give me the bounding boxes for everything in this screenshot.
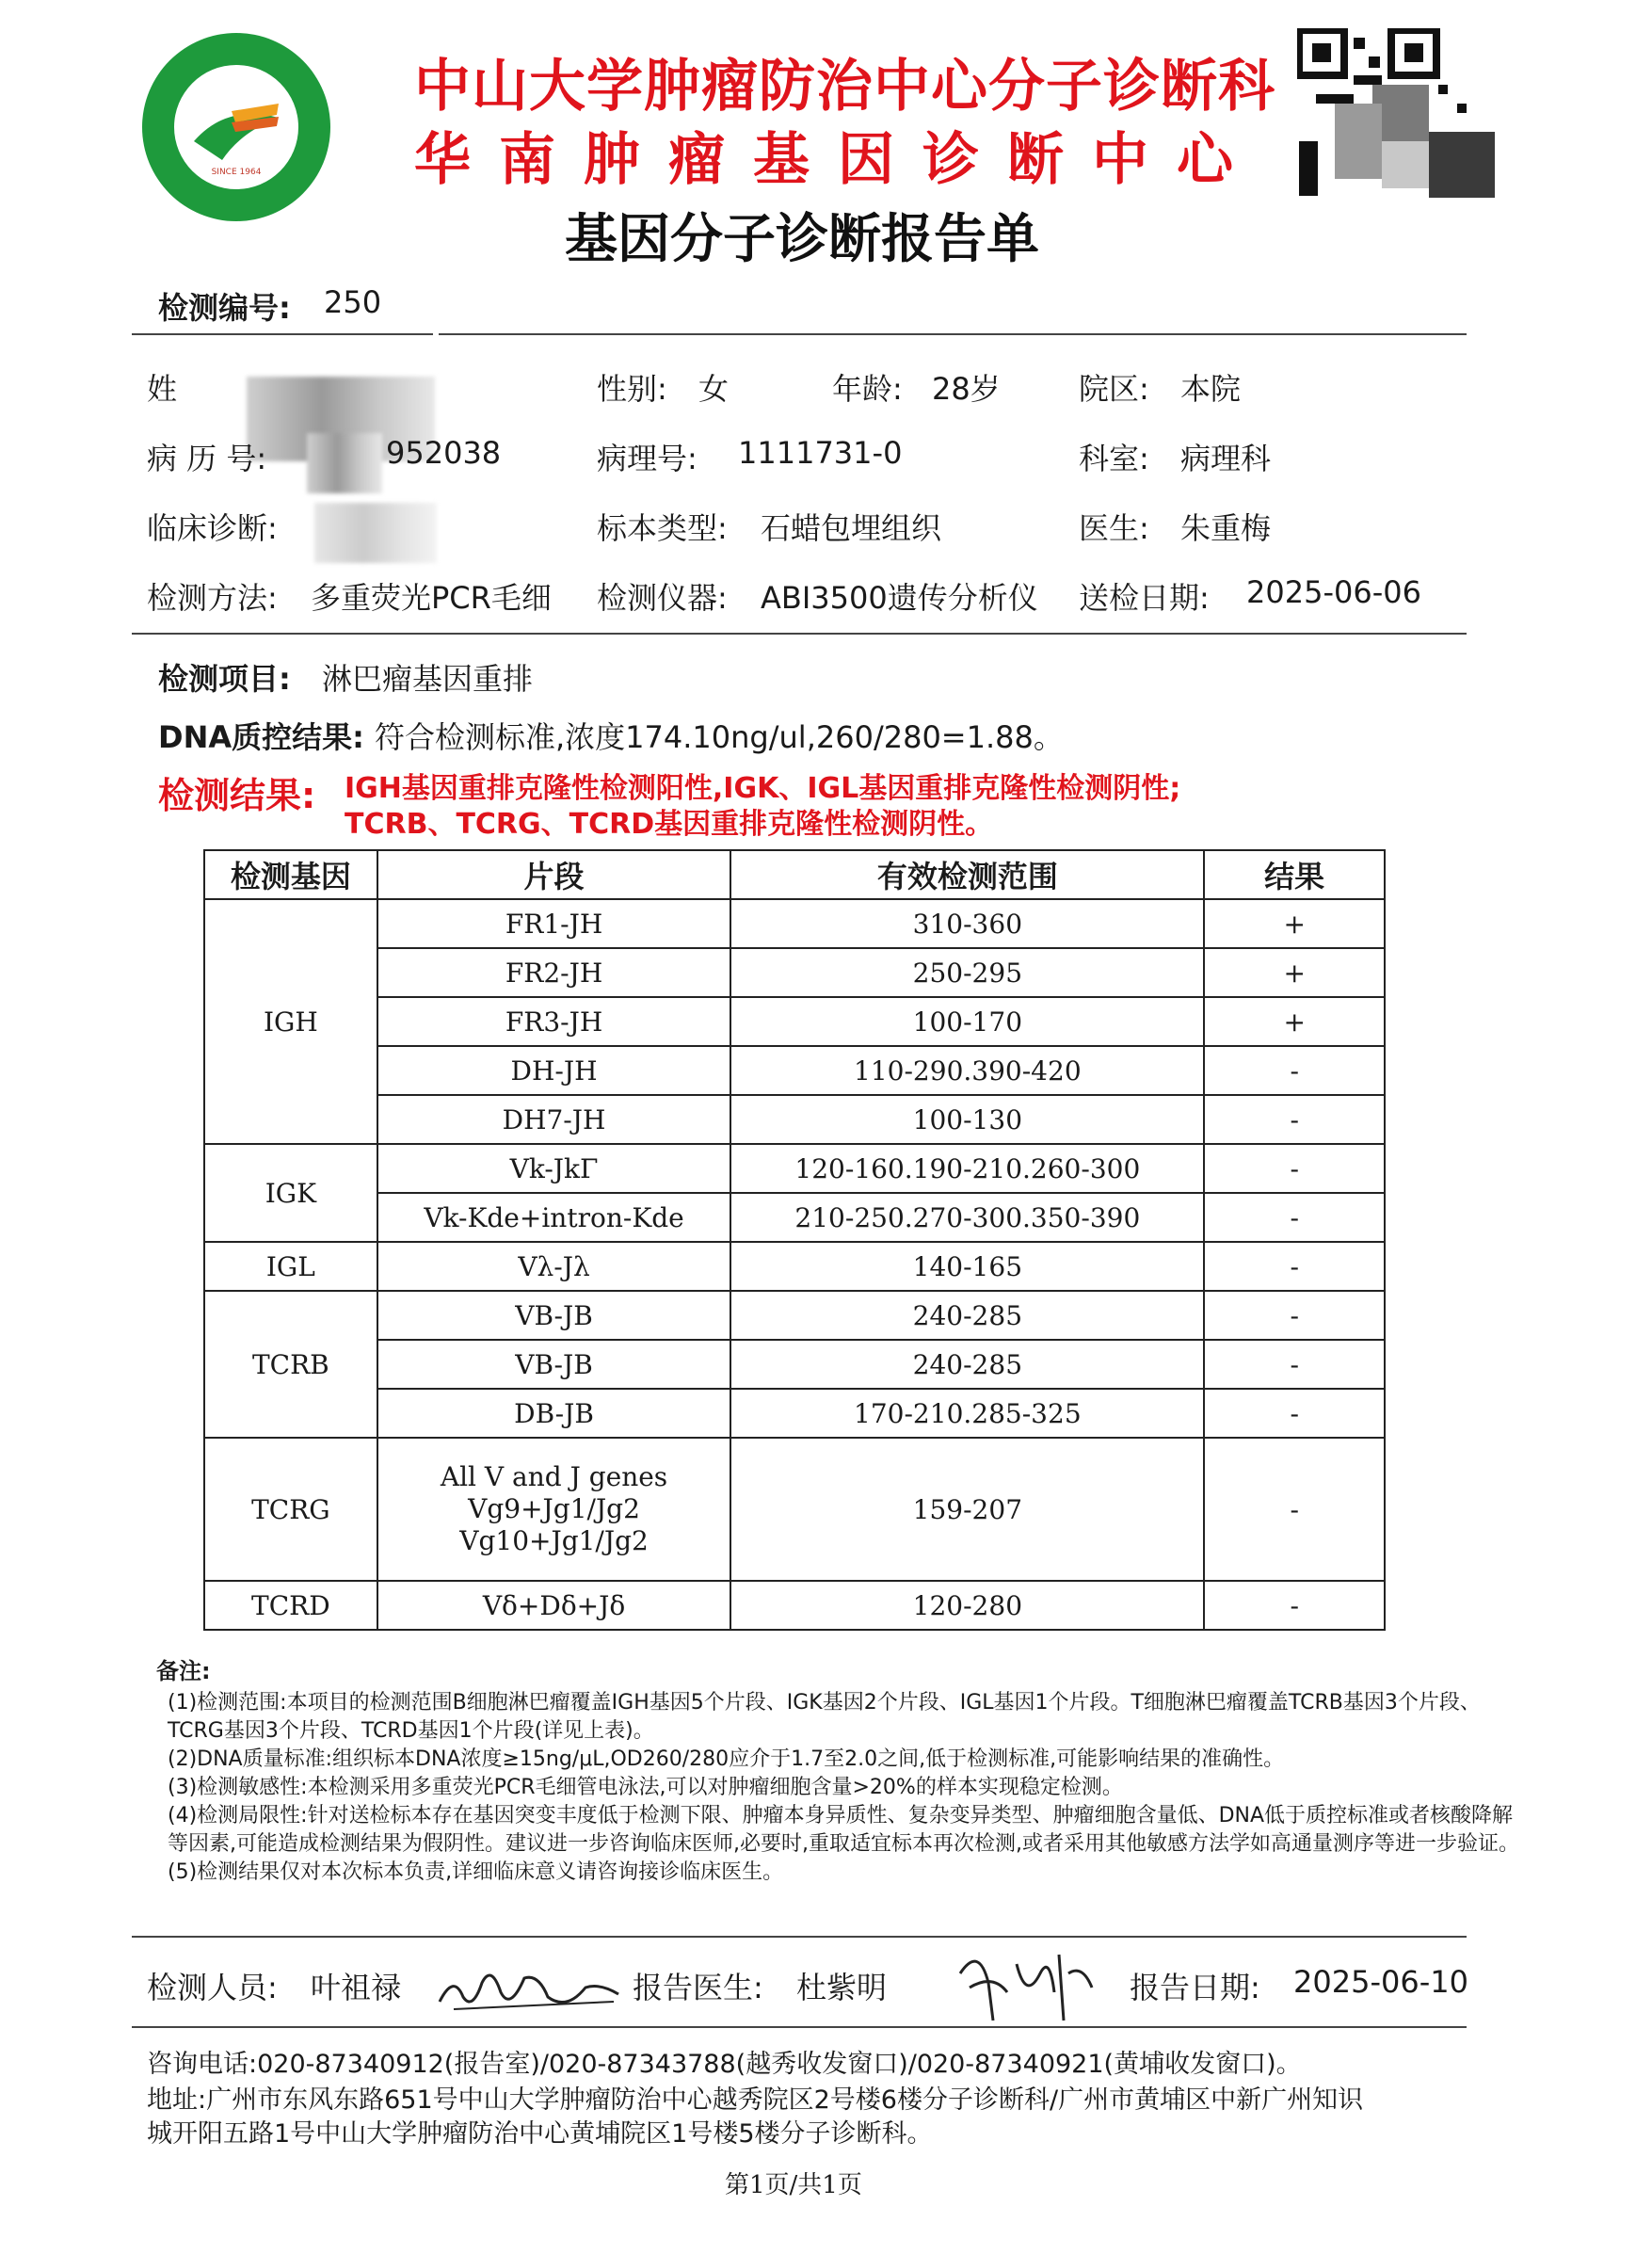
fragment-cell: FR1-JH	[377, 899, 731, 948]
instrument-label: 检测仪器:	[597, 580, 728, 616]
age-value: 28岁	[932, 371, 1001, 407]
result-cell: +	[1204, 997, 1385, 1046]
tester-signature	[435, 1955, 623, 2021]
table-row	[204, 1046, 1385, 1095]
result-cell: -	[1204, 1242, 1385, 1291]
table-row	[204, 997, 1385, 1046]
table-row	[204, 1581, 1385, 1630]
result-cell: -	[1204, 1581, 1385, 1630]
age-label: 年龄:	[832, 371, 903, 407]
campus-value: 本院	[1180, 371, 1242, 407]
tester-label: 检测人员:	[147, 1970, 278, 2005]
table-row	[204, 1340, 1385, 1389]
range-cell: 250-295	[730, 948, 1204, 997]
dept-label: 科室:	[1079, 441, 1149, 476]
result-cell: -	[1204, 1046, 1385, 1095]
title-line-2: 华南肿瘤基因诊断中心	[414, 127, 1261, 193]
fragment-cell: DH-JH	[377, 1046, 731, 1095]
result-cell: -	[1204, 1438, 1385, 1581]
table-row	[204, 1291, 1385, 1340]
result-line-1: IGH基因重排克隆性检测阳性,IGK、IGL基因重排克隆性检测阴性;	[345, 772, 1181, 805]
title-line-1: 中山大学肿瘤防治中心分子诊断科	[414, 54, 1275, 120]
footer-phone: 咨询电话:020-87340912(报告室)/020-87343788(越秀收发窗口)/020-87340921(黄埔收发窗口)。	[147, 2050, 1302, 2079]
fragment-cell: FR2-JH	[377, 948, 731, 997]
qc-value: 符合检测标准,浓度174.10ng/ul,260/280=1.88。	[375, 719, 1064, 755]
report-date-label: 报告日期:	[1130, 1970, 1260, 2005]
result-label: 检测结果:	[158, 775, 316, 816]
gene-cell: IGK	[204, 1144, 377, 1242]
result-line-2: TCRB、TCRG、TCRD基因重排克隆性检测阴性。	[345, 808, 994, 841]
fragment-line: All V and J genes	[440, 1461, 668, 1492]
fragment-cell: FR3-JH	[377, 997, 731, 1046]
fragment-cell: Vδ+Dδ+Jδ	[377, 1581, 731, 1630]
range-cell: 140-165	[730, 1242, 1204, 1291]
range-cell: 170-210.285-325	[730, 1389, 1204, 1438]
instrument-value: ABI3500遗传分析仪	[761, 580, 1038, 616]
campus-label: 院区:	[1079, 371, 1149, 407]
result-cell: -	[1204, 1291, 1385, 1340]
range-cell: 120-160.190-210.260-300	[730, 1144, 1204, 1193]
test-no-value: 250	[324, 284, 382, 320]
fragment-cell: DB-JB	[377, 1389, 731, 1438]
gene-cell: IGH	[204, 899, 377, 1144]
report-date-value: 2025-06-10	[1293, 1964, 1468, 2000]
test-no-label: 检测编号:	[158, 290, 291, 326]
record-value: 952038	[386, 435, 502, 471]
svg-text:SINCE 1964: SINCE 1964	[211, 168, 262, 177]
specimen-value: 石蜡包埋组织	[761, 510, 942, 546]
fragment-cell	[377, 1438, 731, 1581]
fragment-cell: VB-JB	[377, 1291, 731, 1340]
header-fragment: 片段	[377, 850, 731, 899]
send-date-label: 送检日期:	[1079, 580, 1210, 616]
dept-value: 病理科	[1180, 441, 1272, 476]
specimen-label: 标本类型:	[597, 510, 728, 546]
table-row	[204, 1438, 1385, 1581]
range-cell: 240-285	[730, 1340, 1204, 1389]
results-table	[203, 849, 1386, 1631]
report-title: 基因分子诊断报告单	[565, 209, 1039, 270]
result-cell: -	[1204, 1144, 1385, 1193]
fragment-cell: Vk-JkΓ	[377, 1144, 731, 1193]
table-row	[204, 1193, 1385, 1242]
gene-cell: TCRG	[204, 1438, 377, 1581]
header-gene: 检测基因	[204, 850, 377, 899]
record-label: 病 历 号:	[147, 441, 267, 476]
pathology-value: 1111731-0	[738, 435, 903, 471]
doctor-value: 朱重梅	[1180, 510, 1272, 546]
note-2: (2)DNA质量标准:组织标本DNA浓度≥15ng/μL,OD260/280应介于1.7至2.0之间,低于检测标准,可能影响结果的准确性。	[168, 1747, 1285, 1771]
method-value: 多重荧光PCR毛细	[311, 580, 552, 616]
result-cell: +	[1204, 899, 1385, 948]
method-label: 检测方法:	[147, 580, 278, 616]
test-item-value: 淋巴瘤基因重排	[322, 661, 534, 697]
note-1: (1)检测范围:本项目的检测范围B细胞淋巴瘤覆盖IGH基因5个片段、IGK基因2个片段、IGL基因1个片段。T细胞淋巴瘤覆盖TCRB基因3个片段、TCRG基因3个片段、TCRD基因1个片段(详见上表)。	[168, 1691, 1481, 1743]
note-4: (4)检测局限性:针对送检标本存在基因突变丰度低于检测下限、肿瘤本身异质性、复杂变异类型、肿瘤细胞含量低、DNA低于质控标准或者核酸降解等因素,可能造成检测结果为假阴性。建议进一步咨询临床医师,必要时,重取适宜标本再次检测,或者采用其他敏感方法学如高通量测序等进一步验证。	[168, 1804, 1519, 1856]
qc-label: DNA质控结果:	[158, 719, 364, 755]
diagnosis-label: 临床诊断:	[147, 510, 278, 546]
range-cell: 100-130	[730, 1095, 1204, 1144]
fragment-line: Vg9+Jg1/Jg2	[468, 1493, 640, 1524]
pathology-label: 病理号:	[597, 441, 698, 476]
fragment-line: Vg10+Jg1/Jg2	[459, 1525, 649, 1556]
range-cell: 240-285	[730, 1291, 1204, 1340]
reporter-signature	[951, 1936, 1101, 2030]
result-cell: +	[1204, 948, 1385, 997]
reporter-name: 杜紫明	[796, 1970, 888, 2005]
result-cell: -	[1204, 1193, 1385, 1242]
table-row	[204, 948, 1385, 997]
range-cell: 210-250.270-300.350-390	[730, 1193, 1204, 1242]
note-3: (3)检测敏感性:本检测采用多重荧光PCR毛细管电泳法,可以对肿瘤细胞含量>20%的样本实现稳定检测。	[168, 1776, 1123, 1799]
fragment-cell: Vk-Kde+intron-Kde	[377, 1193, 731, 1242]
name-label: 姓	[147, 371, 178, 407]
result-cell: -	[1204, 1095, 1385, 1144]
fragment-cell: VB-JB	[377, 1340, 731, 1389]
result-cell: -	[1204, 1340, 1385, 1389]
table-row	[204, 899, 1385, 948]
range-cell: 110-290.390-420	[730, 1046, 1204, 1095]
table-row	[204, 1242, 1385, 1291]
range-cell: 310-360	[730, 899, 1204, 948]
tester-name: 叶祖禄	[311, 1970, 402, 2005]
fragment-cell: Vλ-Jλ	[377, 1242, 731, 1291]
qr-code	[1297, 28, 1504, 198]
gene-cell: TCRD	[204, 1581, 377, 1630]
page-number: 第1页/共1页	[725, 2171, 862, 2199]
note-5: (5)检测结果仅对本次标本负责,详细临床意义请咨询接诊临床医生。	[168, 1860, 784, 1884]
header-range: 有效检测范围	[730, 850, 1204, 899]
doctor-label: 医生:	[1079, 510, 1149, 546]
table-row	[204, 1144, 1385, 1193]
sex-value: 女	[698, 371, 730, 407]
range-cell: 100-170	[730, 997, 1204, 1046]
header-result: 结果	[1204, 850, 1385, 899]
test-item-label: 检测项目:	[158, 661, 291, 697]
gene-cell: TCRB	[204, 1291, 377, 1438]
hospital-logo	[137, 28, 335, 226]
footer-address-2: 城开阳五路1号中山大学肿瘤防治中心黄埔院区1号楼5楼分子诊断科。	[147, 2119, 933, 2149]
notes	[156, 1657, 1521, 1887]
send-date-value: 2025-06-06	[1246, 574, 1421, 610]
sex-label: 性别:	[597, 371, 667, 407]
redaction-record	[307, 433, 382, 493]
gene-cell: IGL	[204, 1242, 377, 1291]
result-cell: -	[1204, 1389, 1385, 1438]
table-row	[204, 1095, 1385, 1144]
redaction-diagnosis	[314, 503, 437, 563]
range-cell: 159-207	[730, 1438, 1204, 1581]
fragment-cell: DH7-JH	[377, 1095, 731, 1144]
footer-address-1: 地址:广州市东风东路651号中山大学肿瘤防治中心越秀院区2号楼6楼分子诊断科/广州市黄埔区中新广州知识	[147, 2085, 1364, 2115]
notes-title: 备注:	[156, 1658, 211, 1684]
table-row	[204, 1389, 1385, 1438]
reporter-label: 报告医生:	[633, 1970, 763, 2005]
range-cell: 120-280	[730, 1581, 1204, 1630]
